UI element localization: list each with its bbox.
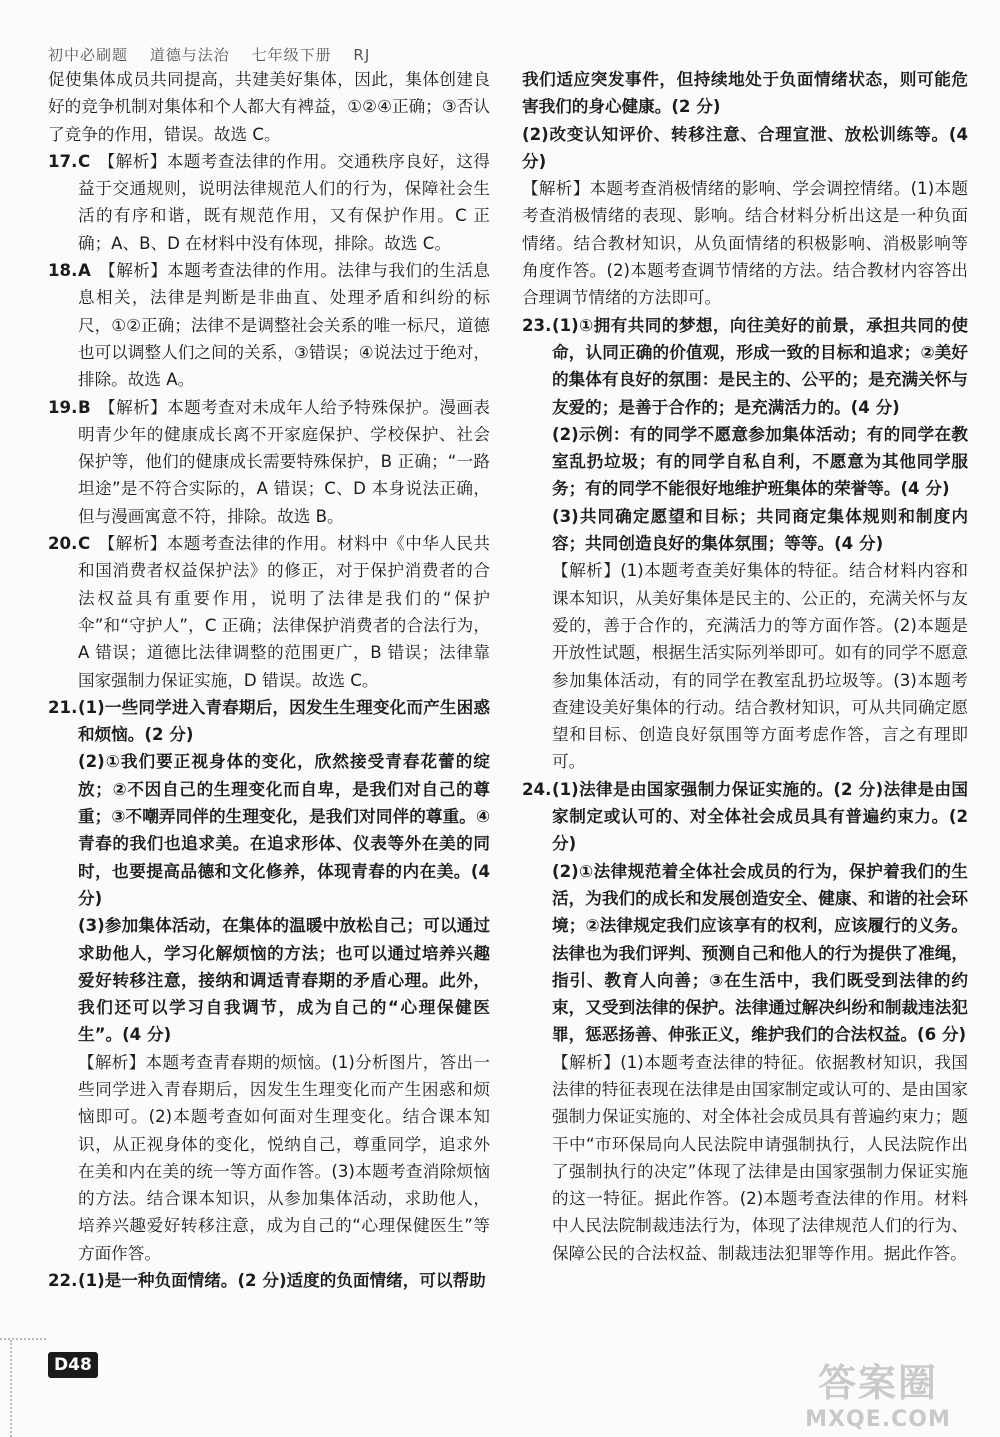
question-number: 21. — [48, 697, 78, 717]
question-23 — [522, 312, 968, 776]
watermark-url: MXQE.COM — [805, 1407, 951, 1432]
header-edition: RJ — [353, 46, 371, 64]
question-19 — [48, 394, 490, 530]
question-number: 22. — [48, 1271, 78, 1291]
question-number: 20. — [48, 534, 78, 554]
q22-part-2: (2)改变认知评价、转移注意、合理宣泄、放松训练等。(4 分) — [522, 124, 968, 171]
question-analysis: 【解析】本题考查法律的作用。材料中《中华人民共和国消费者权益保护法》的修正，对于保护消费者的合法权益具有重要作用，说明了法律是我们的“保护伞”和“守护人”，C 正确；法律保护消费者的合法行为，A 错误；道德比法律调整的范围更广，B 错误；法律靠国家强制力保证实施，D 错误。故选 C。 — [78, 534, 490, 690]
answer-part-1: (1)法律是由国家强制力保证实施的。(2 分)法律是由国家制定或认可的、对全体社会成员具有普遍约束力。(2 分) — [552, 779, 968, 854]
answer-part-2: (2)①法律规范着全体社会成员的行为，保护着我们的生活，为我们的成长和发展创造安全、健康、和谐的社会环境；②法律规定我们应该享有的权利，应该履行的义务。法律也为我们评判、预测自己和他人的行为提供了准绳，指引、教育人向善；③在生活中，我们既受到法律的约束，又受到法律的保护。法律通过解决纠纷和制裁违法犯罪，惩恶扬善、伸张正义，维护我们的合法权益。(6 分) — [552, 861, 968, 1045]
answer-part-2: (2)示例：有的同学不愿意参加集体活动；有的同学在教室乱扔垃圾；有的同学自私自利，不愿意为其他同学服务；有的同学不能很好地维护班集体的荣誉等。(4 分) — [552, 424, 968, 499]
question-17 — [48, 148, 490, 257]
question-analysis: 【解析】本题考查对未成年人给予特殊保护。漫画表明青少年的健康成长离不开家庭保护、学校保护、社会保护等，他们的健康成长需要特殊保护，B 正确；“一路坦途”是不符合实际的，A 错误；C、D 本身说法正确，但与漫画寓意不符，排除。故选 B。 — [78, 397, 490, 526]
page-number: D48 — [48, 1352, 98, 1378]
header-subject: 道德与法治 — [149, 46, 230, 64]
answer-letter: A — [78, 261, 91, 281]
answer-letter: B — [78, 397, 91, 417]
question-analysis: 【解析】(1)本题考查美好集体的特征。结合材料内容和课本知识，从美好集体是民主的、公正的，充满关怀与友爱的，善于合作的，充满活力的等方面作答。(2)本题是开放性试题，根据生活实际列举即可。如有的同学不愿意参加集体活动，有的同学在教室乱扔垃圾等。(3)本题考查建设美好集体的行动。结合教材知识，可从共同确定愿望和目标、创造良好氛围等方面考虑作答，言之有理即可。 — [552, 561, 968, 772]
q22-continued: 我们适应突发事件，但持续地处于负面情绪状态，则可能危害我们的身心健康。(2 分) — [522, 70, 968, 117]
watermark — [778, 1352, 978, 1432]
intro-text: 促使集体成员共同提高，共建美好集体，因此，集体创建良好的竞争机制对集体和个人都大有裨益，①②④正确；③否认了竞争的作用，错误。故选 C。 — [48, 70, 490, 144]
answer-letter: C — [78, 151, 91, 171]
watermark-logo: 答案圈 — [817, 1361, 938, 1405]
question-22 — [48, 1267, 490, 1294]
corner-dotted-rule — [0, 1338, 46, 1364]
corner-dotted-rule-vertical — [10, 1340, 12, 1437]
answer-part-1: (1)一些同学进入青春期后，因发生生理变化而产生困惑和烦恼。(2 分) — [78, 697, 490, 745]
question-21 — [48, 694, 490, 1267]
question-18 — [48, 257, 490, 393]
answer-letter: C — [78, 534, 91, 554]
question-number: 17. — [48, 151, 78, 171]
left-column — [48, 66, 490, 1294]
question-number: 19. — [48, 397, 78, 417]
q22-analysis: 【解析】本题考查消极情绪的影响、学会调控情绪。(1)本题考查消极情绪的表现、影响。结合材料分析出这是一种负面情绪。结合教材知识，从负面情绪的积极影响、消极影响等角度作答。(2)本题考查调节情绪的方法。结合教材内容答出合理调节情绪的方法即可。 — [522, 179, 968, 308]
question-analysis: 【解析】本题考查法律的作用。法律与我们的生活息息相关，法律是判断是非曲直、处理矛盾和纠纷的标尺，①②正确；法律不是调整社会关系的唯一标尺，道德也可以调整人们之间的关系，③错误；④说法过于绝对，排除。故选 A。 — [78, 261, 490, 390]
header-series: 初中必刷题 — [48, 46, 129, 64]
answer-part-1: (1)①拥有共同的梦想，向往美好的前景，承担共同的使命，认同正确的价值观，形成一致的目标和追求；②美好的集体有良好的氛围：是民主的、公平的；是充满关怀与友爱的；是善于合作的；是充满活力的。(4 分) — [552, 315, 968, 417]
question-analysis: 【解析】本题考查法律的作用。交通秩序良好，这得益于交通规则，说明法律规范人们的行为，保障社会生活的有序和谐，既有规范作用，又有保护作用。C 正确；A、B、D 在材料中没有体现，排除。故选 C。 — [78, 151, 490, 253]
question-analysis: 【解析】(1)本题考查法律的特征。依据教材知识，我国法律的特征表现在法律是由国家制定或认可的、是由国家强制力保证实施的、对全体社会成员具有普遍约束力；题干中“市环保局向人民法院申请强制执行，人民法院作出了强制执行的决定”体现了法律是由国家强制力保证实施的这一特征。据此作答。(2)本题考查法律的作用。材料中人民法院制裁违法行为，体现了法律规范人们的行为、保障公民的合法权益、制裁违法犯罪等作用。据此作答。 — [552, 1052, 968, 1263]
page-header — [48, 44, 386, 65]
question-number: 24. — [522, 779, 552, 799]
question-analysis: 【解析】本题考查青春期的烦恼。(1)分析图片，答出一些同学进入青春期后，因发生生理变化而产生困惑和烦恼即可。(2)本题考查如何面对生理变化。结合课本知识，从正视身体的变化，悦纳自己，尊重同学，追求外在美和内在美的统一等方面作答。(3)本题考查消除烦恼的方法。结合课本知识，从参加集体活动，求助他人，培养兴趣爱好转移注意，成为自己的“心理保健医生”等方面作答。 — [78, 1052, 490, 1263]
right-column — [522, 66, 968, 1267]
answer-part-2: (2)①我们要正视身体的变化，欣然接受青春花蕾的绽放；②不因自己的生理变化而自卑，是我们对自己的尊重；③不嘲弄同伴的生理变化，是我们对同伴的尊重。④青春的我们也追求美。在追求形体、仪表等外在美的同时，也要提高品德和文化修养，体现青春的内在美。(4 分) — [78, 752, 490, 908]
answer-part-3: (3)共同确定愿望和目标；共同商定集体规则和制度内容；共同创造良好的集体氛围；等等。(4 分) — [552, 506, 968, 554]
answer-part-1: (1)是一种负面情绪。(2 分)适度的负面情绪，可以帮助 — [78, 1271, 486, 1291]
question-24 — [522, 776, 968, 1267]
question-number: 23. — [522, 315, 552, 335]
answer-part-3: (3)参加集体活动，在集体的温暖中放松自己；可以通过求助他人，学习化解烦恼的方法；也可以通过培养兴趣爱好转移注意，接纳和调适青春期的矛盾心理。此外，我们还可以学习自我调节，成为自己的“心理保健医生”。(4 分) — [78, 916, 490, 1045]
question-number: 18. — [48, 261, 78, 281]
header-grade: 七年级下册 — [251, 46, 332, 64]
question-20 — [48, 530, 490, 694]
